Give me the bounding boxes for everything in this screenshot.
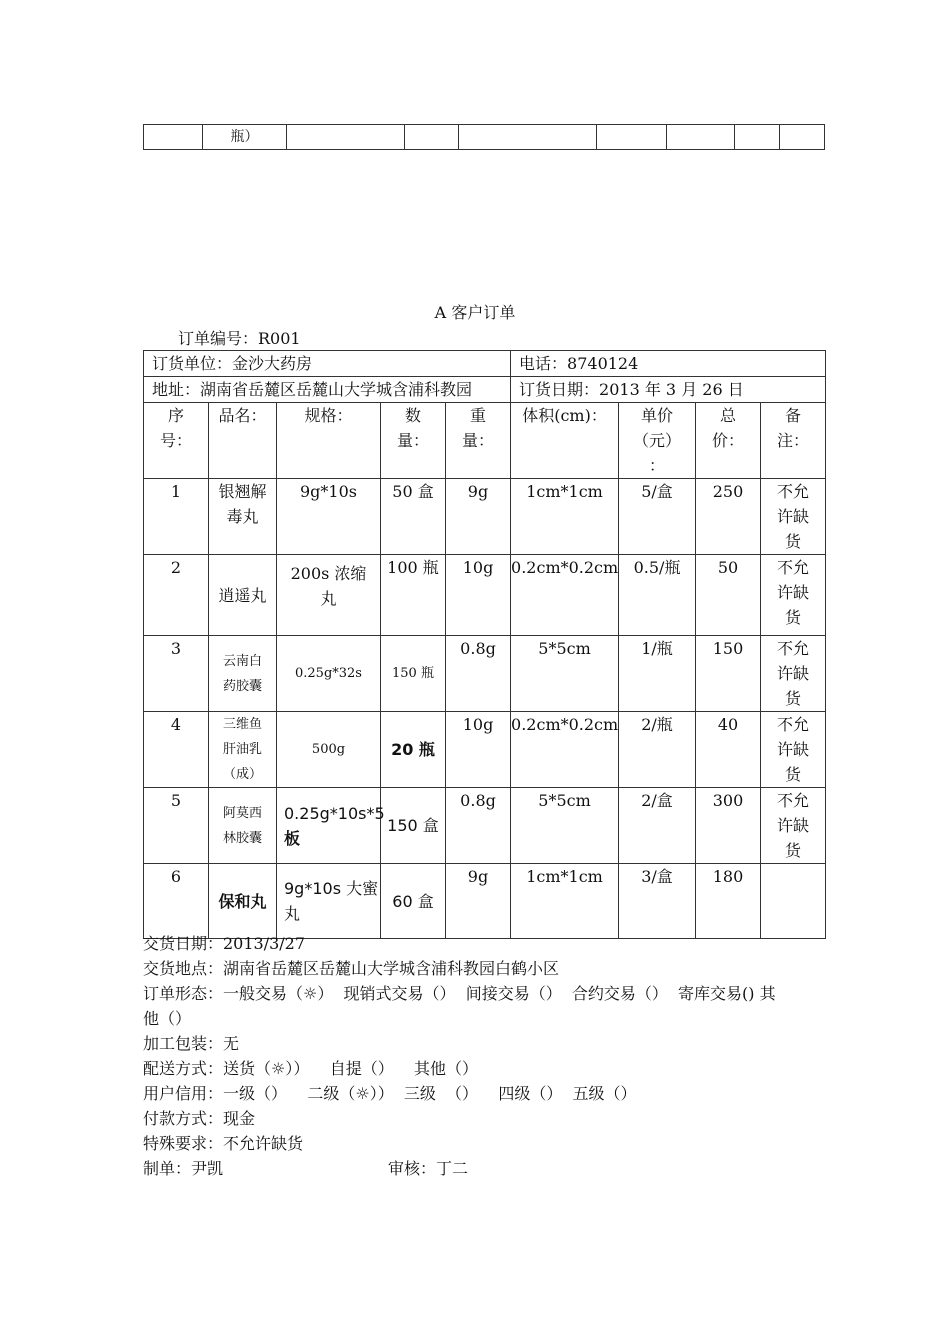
cell-qty: 100 瓶: [381, 555, 446, 636]
cell-total: 50: [696, 555, 761, 636]
col-weight: [446, 403, 511, 479]
cell-remark-line: 货: [785, 765, 802, 784]
col-seq: [144, 403, 209, 479]
cell-total: 40: [696, 712, 761, 788]
cell-seq: 1: [144, 479, 209, 555]
cell-name-line: 肝油乳: [222, 742, 262, 757]
cell-price: 3/盒: [619, 864, 696, 939]
cell-qty: 150 盒: [381, 788, 446, 864]
cell-qty: 60 盒: [381, 864, 446, 939]
col-weight-line: 重: [470, 406, 487, 425]
cell-seq: 4: [144, 712, 209, 788]
cell-qty: 150 瓶: [381, 636, 446, 712]
col-qty: [381, 403, 446, 479]
cell-remark: [761, 555, 826, 636]
cell-spec: [277, 864, 381, 939]
table-row: [144, 864, 826, 939]
cell-weight: 0.8g: [446, 636, 511, 712]
cell-weight: 0.8g: [446, 788, 511, 864]
col-remark-line: 备: [785, 406, 802, 425]
cell-remark: [761, 864, 826, 939]
cell-price: 2/瓶: [619, 712, 696, 788]
cell-name-line: 药胶囊: [222, 678, 262, 694]
col-remark: [761, 403, 826, 479]
cell-weight: 9g: [446, 479, 511, 555]
delivery-date: 交货日期：2013/3/27: [143, 934, 306, 953]
col-seq-line: 号：: [159, 431, 192, 450]
cell-spec-line: 0.25g*10s*5: [284, 803, 385, 823]
order-date: 订货日期：2013 年 3 月 26 日: [511, 377, 826, 403]
table-row: [144, 555, 826, 636]
cell-name-line: 银翘解: [218, 482, 267, 501]
cell-price: 2/盒: [619, 788, 696, 864]
cell-remark-line: 不允: [777, 715, 810, 734]
cell-spec: [277, 788, 385, 864]
cell-remark-line: 不允: [777, 558, 810, 577]
fragment-cell: [144, 125, 203, 150]
cell-name: [209, 712, 277, 788]
cell-remark-line: 货: [785, 608, 802, 627]
col-qty-line: 量：: [396, 431, 429, 450]
cell-weight: 10g: [446, 712, 511, 788]
col-seq-line: 序: [167, 406, 184, 425]
fragment-cell: 瓶）: [203, 125, 287, 150]
cell-weight: 10g: [446, 555, 511, 636]
order-reviewer: 审核：丁二: [388, 1159, 469, 1178]
table-row: [144, 712, 826, 788]
fragment-cell: [597, 125, 667, 150]
cell-spec-line: 丸: [320, 589, 337, 608]
cell-volume: 1cm*1cm: [511, 864, 619, 939]
payment-method: 付款方式：现金: [143, 1109, 256, 1128]
delivery-place: 交货地点：湖南省岳麓区岳麓山大学城含浦科教园白鹤小区: [143, 959, 560, 978]
previous-table-fragment: [143, 124, 825, 150]
cell-remark-line: 货: [785, 532, 802, 551]
header-row-address: [144, 377, 826, 403]
cell-remark-line: 许缺: [777, 664, 810, 683]
fragment-cell: [459, 125, 597, 150]
cell-remark: [761, 788, 826, 864]
cell-name-line: 云南白: [222, 653, 262, 669]
cell-spec-line: 200s 浓缩: [290, 564, 367, 583]
col-name: 品名：: [209, 403, 277, 479]
cell-spec: 9g*10s: [277, 479, 381, 555]
col-total-line: 价：: [712, 431, 745, 450]
col-weight-line: 量：: [462, 431, 495, 450]
fragment-cell: [735, 125, 780, 150]
cell-name-line: 林胶囊: [222, 830, 262, 846]
order-unit: 订货单位：金沙大药房: [144, 351, 511, 377]
cell-total: 250: [696, 479, 761, 555]
cell-weight: 9g: [446, 864, 511, 939]
col-price-line: 单价: [641, 406, 674, 425]
cell-remark-line: 不允: [777, 639, 810, 658]
cell-spec: 500g: [277, 712, 381, 788]
cell-volume: 5*5cm: [511, 788, 619, 864]
order-maker: 制单：尹凯: [143, 1159, 224, 1178]
col-remark-line: 注：: [777, 431, 810, 450]
table-row: [144, 788, 826, 864]
fragment-cell: [287, 125, 405, 150]
cell-name-line: 毒丸: [226, 507, 259, 526]
col-spec: 规格：: [277, 403, 381, 479]
cell-volume: 5*5cm: [511, 636, 619, 712]
cell-price: 5/盒: [619, 479, 696, 555]
cell-remark-line: 许缺: [777, 583, 810, 602]
cell-remark-line: 许缺: [777, 740, 810, 759]
cell-volume: 0.2cm*0.2cm: [511, 712, 619, 788]
cell-spec-line: 丸: [284, 904, 301, 923]
cell-volume: 1cm*1cm: [511, 479, 619, 555]
packaging: 加工包装：无: [143, 1034, 240, 1053]
cell-spec-line: 9g*10s 大蜜: [284, 879, 379, 898]
cell-spec: [277, 555, 381, 636]
fragment-cell: [405, 125, 459, 150]
cell-volume: 0.2cm*0.2cm: [511, 555, 619, 636]
col-price-line: （元）: [633, 431, 682, 450]
cell-spec: 0.25g*32s: [277, 636, 381, 712]
cell-name: 逍遥丸: [209, 555, 277, 636]
order-form-line2: 他（）: [143, 1009, 192, 1028]
cell-name: 保和丸: [209, 864, 277, 939]
document-title: A 客户订单: [434, 303, 516, 322]
cell-remark-line: 货: [785, 841, 802, 860]
cell-name: [209, 788, 277, 864]
cell-remark: [761, 712, 826, 788]
cell-seq: 5: [144, 788, 209, 864]
address: 地址：湖南省岳麓区岳麓山大学城含浦科教园: [144, 377, 511, 403]
cell-remark-line: 货: [785, 689, 802, 708]
column-header-row: [144, 403, 826, 479]
cell-name: [209, 479, 277, 555]
user-credit: 用户信用：一级（） 二级（☼）） 三级 （） 四级（） 五级（）: [143, 1084, 637, 1103]
cell-name-line: （成）: [222, 767, 262, 782]
cell-qty: 20 瓶: [381, 712, 446, 788]
cell-spec-line: 板: [284, 828, 301, 848]
col-price: [619, 403, 696, 479]
col-total-line: 总: [720, 406, 737, 425]
cell-name: [209, 636, 277, 712]
phone: 电话：8740124: [511, 351, 826, 377]
cell-remark-line: 许缺: [777, 816, 810, 835]
header-row-unit: [144, 351, 826, 377]
cell-remark: [761, 479, 826, 555]
cell-total: 300: [696, 788, 761, 864]
cell-price: 0.5/瓶: [619, 555, 696, 636]
table-row: [144, 479, 826, 555]
shipping-method: 配送方式：送货（☼）） 自提（） 其他（）: [143, 1059, 479, 1078]
col-qty-line: 数: [404, 406, 421, 425]
col-price-line: ：: [649, 456, 666, 475]
cell-seq: 2: [144, 555, 209, 636]
col-volume: 体积(cm)：: [511, 403, 619, 479]
cell-remark-line: 许缺: [777, 507, 810, 526]
order-table: [143, 350, 826, 939]
cell-qty: 50 盒: [381, 479, 446, 555]
cell-name-line: 阿莫西: [222, 805, 262, 821]
cell-total: 180: [696, 864, 761, 939]
fragment-row: [144, 125, 825, 150]
table-row: [144, 636, 826, 712]
fragment-cell: [780, 125, 825, 150]
cell-seq: 3: [144, 636, 209, 712]
cell-remark: [761, 636, 826, 712]
col-total: [696, 403, 761, 479]
order-number: 订单编号：R001: [178, 329, 301, 348]
fragment-cell: [667, 125, 735, 150]
cell-name-line: 三维鱼: [222, 717, 262, 732]
order-form-line1: 订单形态：一般交易（☼） 现销式交易（） 间接交易（） 合约交易（） 寄库交易() 其: [143, 984, 776, 1003]
cell-price: 1/瓶: [619, 636, 696, 712]
cell-seq: 6: [144, 864, 209, 939]
cell-remark-line: 不允: [777, 791, 810, 810]
special-requirement: 特殊要求：不允许缺货: [143, 1134, 304, 1153]
cell-total: 150: [696, 636, 761, 712]
cell-remark-line: 不允: [777, 482, 810, 501]
